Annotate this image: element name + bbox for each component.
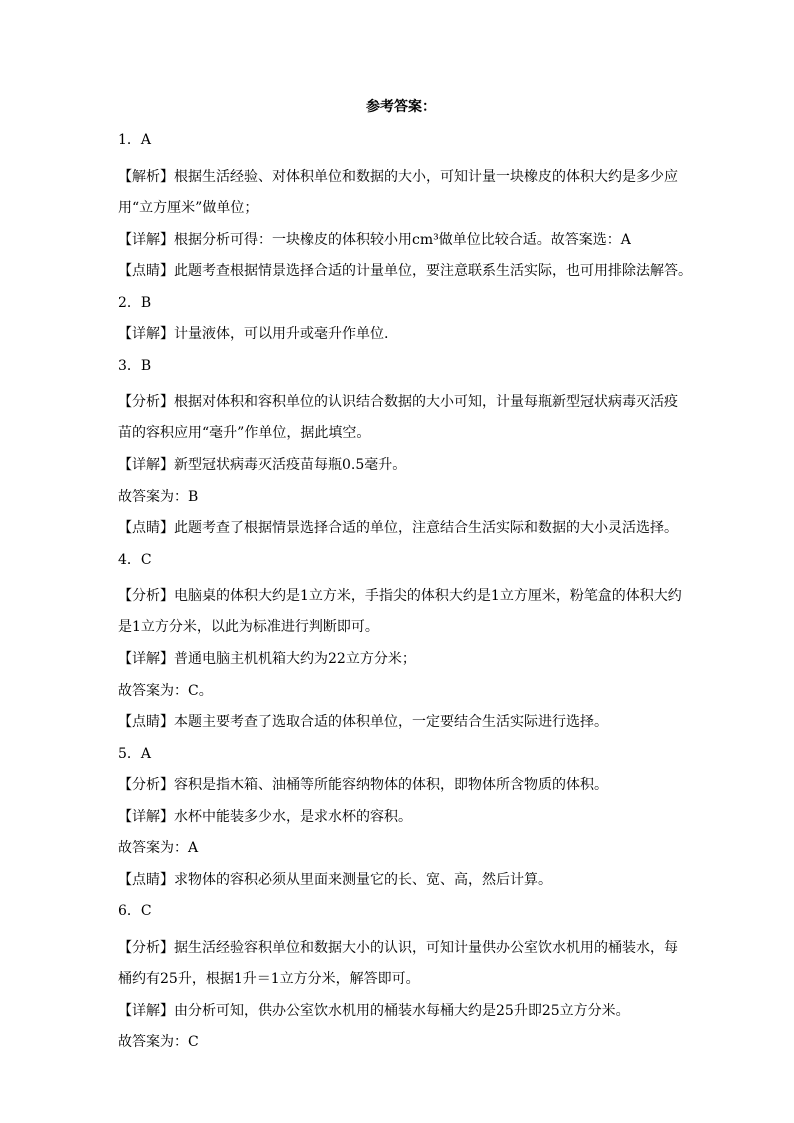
answer-number-2: 2．B	[118, 294, 152, 311]
comment-text: 【点睛】此题考查了根据情景选择合适的单位，注意结合生活实际和数据的大小灵活选择。	[118, 520, 678, 536]
analysis-text: 【分析】根据对体积和容积单位的认识结合数据的大小可知，计量每瓶新型冠状病毒灭活疫苗的容积应用“毫升”作单位，据此填空。	[118, 394, 678, 441]
answer-number-1: 1．A	[118, 132, 152, 148]
answer-conclusion: 故答案为：A	[118, 840, 199, 856]
answer-number-6: 6．C	[118, 903, 152, 919]
detail-text: 【详解】新型冠状病毒灭活疫苗每瓶0.5毫升。	[118, 457, 407, 473]
page-title: 参考答案：	[366, 99, 436, 115]
comment-text: 【点睛】求物体的容积必须从里面来测量它的长、宽、高，然后计算。	[118, 871, 552, 888]
comment-text: 【点睛】此题考查根据情景选择合适的计量单位，要注意联系生活实际，也可用排除法解答。	[118, 263, 692, 279]
analysis-text: 【分析】容积是指木箱、油桶等所能容纳物体的体积，即物体所含物质的体积。	[118, 777, 608, 793]
detail-text: 【详解】普通电脑主机机箱大约为22立方分米；	[118, 651, 416, 667]
detail-text: 【详解】计量液体，可以用升或毫升作单位.	[118, 326, 389, 342]
answer-conclusion: 故答案为：C	[118, 1034, 199, 1050]
detail-text: 【详解】由分析可知，供办公室饮水机用的桶装水每桶大约是25升即25立方分米。	[118, 1002, 630, 1019]
answer-conclusion: 故答案为：C。	[118, 682, 213, 699]
comment-text: 【点睛】本题主要考查了选取合适的体积单位，一定要结合生活实际进行选择。	[118, 714, 608, 730]
detail-text: 【详解】水杯中能装多少水，是求水杯的容积。	[118, 808, 412, 825]
answer-conclusion: 故答案为：B	[118, 488, 199, 505]
answer-number-5: 5．A	[118, 745, 152, 762]
detail-text: 【详解】根据分析可得：一块橡皮的体积较小用cm³做单位比较合适。故答案选：A	[118, 231, 631, 248]
analysis-text: 【解析】根据生活经验、对体积单位和数据的大小，可知计量一块橡皮的体积大约是多少应用“立方厘米”做单位；	[118, 168, 678, 216]
analysis-text: 【分析】据生活经验容积单位和数据大小的认识，可知计量供办公室饮水机用的桶装水，每桶约有25升，根据1升＝1立方分米，解答即可。	[118, 939, 678, 987]
answer-number-4: 4．C	[118, 551, 152, 568]
answer-number-3: 3．B	[118, 357, 152, 374]
analysis-text: 【分析】电脑桌的体积大约是1立方米，手指尖的体积大约是1立方厘米，粉笔盒的体积大约是1立方分米，以此为标准进行判断即可。	[118, 588, 682, 635]
